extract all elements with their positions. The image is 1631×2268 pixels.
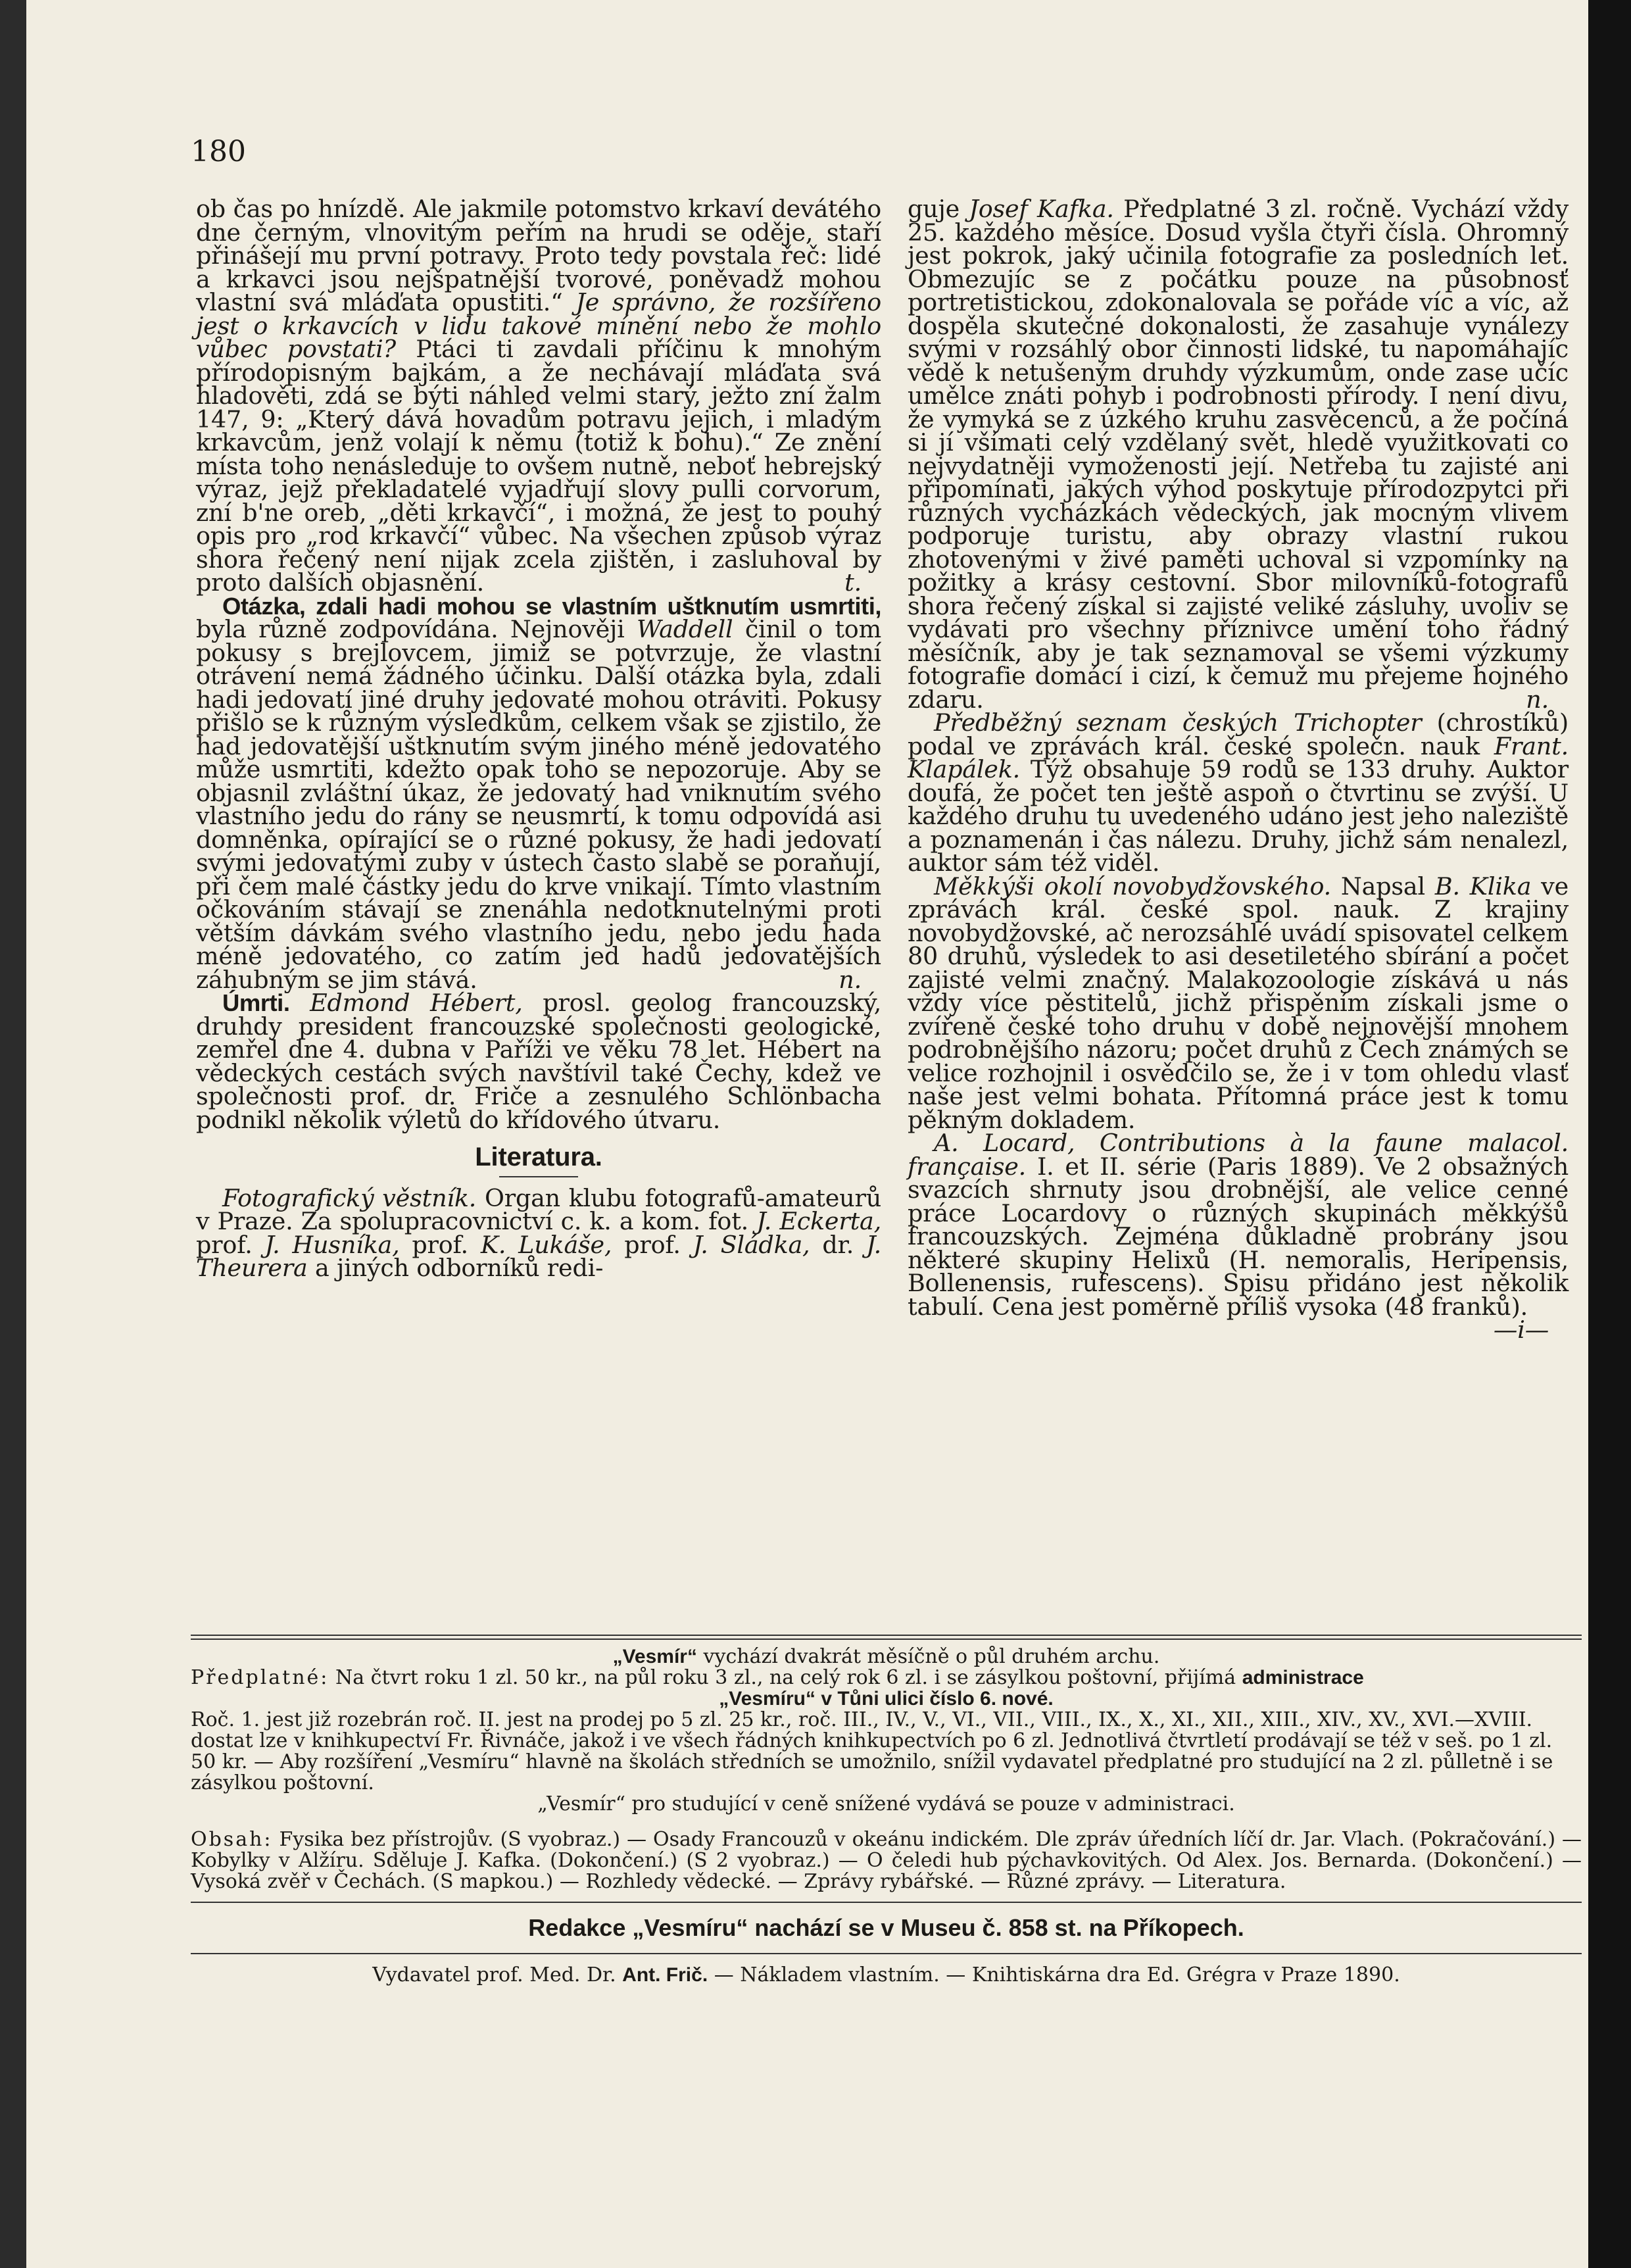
subscription: Předplatné: Na čtvrt roku 1 zl. 50 kr., na půl roku 3 zl., na celý rok 6 zl. i se zásylkou poštovní, přijímá administrace <box>191 1666 1364 1689</box>
signature: t. <box>844 568 862 597</box>
divider <box>191 1902 1582 1903</box>
signature: n. <box>1526 685 1549 714</box>
double-rule <box>191 1635 1582 1640</box>
paragraph-fotografie: guje Josef Kafka. Předplatné 3 zl. ročně. Vychází vždy 25. každého měsíce. Dosud vyšla čtyři čísla. Ohromný jest pokrok, jaký učinila fotografie za posledních let. Obmezujíc se z počátku pouze na působnosť portretistickou, zdokonalovala se pořáde víc a víc, až dospěla skutečné dokonalosti, že zasahuje vynálezy svými v rozsáhlý obor činnosti lidské, tu napomáhajíc vědě k netušeným druhdy výzkumům, onde zase učíc umělce znáti pohyb i podrobnosti přírody. I není divu, že vymyká se z úzkého kruhu zasvěcenců, a že počíná si jí všímati celý vzdělaný svět, hledě využitkovati co nejvydatněji vymoženosti její. Netřeba tu zajisté ani připomínati, jakých výhod poskytuje přírodozpytci při různých vycházkách vědeckých, jak mocným vlivem podporuje turistu, aby obrazy vlastní rukou zhotovenými v živé paměti uchoval si vzpomínky na požitky a krásy cestovní. Sbor milovníků-fotografů shora řečený získal si zajisté veliké zásluhy, uvoliv se vydávati pro všechny příznivce umění toho řádný měsíčník, aby je tak seznamoval se všemi výzkumy fotografie domácí i cizí, k čemuž mu přejeme hojného zdaru. n. <box>908 195 1569 714</box>
right-column <box>908 197 1569 1342</box>
divider <box>499 1176 578 1177</box>
publication-info <box>191 1635 1582 1986</box>
heading-umrti: Úmrti. <box>222 989 290 1016</box>
back-issues: Roč. 1. jest již rozebrán roč. II. jest na prodej po 5 zl. 25 kr., roč. III., IV., V., VI., VII., VIII., IX., X., XI., XII., XIII., XIV., XV., XVI.—XVIII. dostat lze v knihkupectví Fr. Řivnáče, jakož i ve všech řádných knihkupectvích po 6 zl. Jednotlivá čtvrtletí prodávají se též v seš. po 1 zl. 50 kr. — Aby rozšíření „Vesmíru“ hlavně na školách středních se umožnilo, snížil vydavatel předplatné pro studující na 2 zl. půlletně i se zásylkou poštovní. <box>191 1708 1553 1794</box>
editorial-address: Redakce „Vesmíru“ nachází se v Museu č. 858 st. na Příkopech. <box>528 1914 1244 1941</box>
paragraph-locard: A. Locard, Contributions à la faune malacol. française. I. et II. série (Paris 1889). Ve 2 obsažných svazcích shrnuty jsou drobnější, ale velice cenné práce Locardovy o různých skupinách měkkýšů francouzských. Zejména důkladně probrány jsou některé skupiny Helixů (H. nemoralis, Heripensis, Bollenensis, rufescens). Spisu přidáno jest několik tabulí. Cena jest poměrně příliš vysoka (48 franků). —i— <box>908 1129 1569 1344</box>
section-title-literatura: Literatura. <box>196 1146 881 1177</box>
paragraph-trichoptera: Předběžný seznam českých Trichopter (chrostíků) podal ve zprávách král. české společn. nauk Frant. Klapálek. Týž obsahuje 59 rodů se 133 druhy. Auktor doufá, že počet ten ještě aspoň o čtvrtinu se zvýší. U každého druhu tu uvedeného udáno jest jeho naleziště a poznamenán i čas nálezu. Druhy, jichž sám nenalezl, auktor sám též viděl. <box>908 708 1569 877</box>
contents: Obsah: Fysika bez přístrojův. (S vyobraz.) — Osady Francouzů v okeánu indickém. Dle zpráv úředních líčí dr. Jar. Vlach. (Pokračování.) — Kobylky v Alžíru. Sděluje J. Kafka. (Dokončení.) (S 2 vyobraz.) — O čeledi hub pýchavkovitých. Od Alex. Jos. Bernarda. (Dokončení.) — Vysoká zvěř v Čechách. (S mapkou.) — Rozhledy vědecké. — Zprávy rybářské. — Různé zprávy. — Literatura. <box>191 1828 1582 1893</box>
paragraph-umrti: Úmrti. Edmond Hébert, prosl. geolog francouzský, druhdy president francouzské společnosti geologické, zemřel dne 4. dubna v Paříži ve věku 78 let. Hébert na vědeckých cestách svých navštívil také Čechy, kdež ve společnosti prof. dr. Friče a zesnulého Schlönbacha podnikl několik výletů do křídového útvaru. <box>196 989 882 1134</box>
page-number: 180 <box>191 135 246 168</box>
paragraph-mekkysi: Měkkýši okolí novobydžovského. Napsal B. Klika ve zprávách král. české spol. nauk. Z krajiny novobydžovské, ač nerozsáhlé uvádí spisovatel celkem 80 druhů, výsledek to asi desetiletého sbírání a počet zajisté velmi značný. Malakozoologie získává u nás vždy více pěstitelů, jichž přispěním získali jsme o zvířeně české toho druhu v době nejnovější mnohem podrobnějšího názoru; počet druhů z Čech známých se velice rozhojnil i osvědčilo se, že i v tom ohledu vlasť naše jest velmi bohata. Přítomná práce jest k tomu pěkným dokladem. <box>908 872 1569 1134</box>
signature: n. <box>839 965 862 994</box>
document-page <box>26 0 1588 2268</box>
paragraph-hadi: Otázka, zdali hadi mohou se vlastním uštknutím usmrtiti, byla různě zodpovídána. Nejnověji Waddell činil o tom pokusy s brejlovcem, jimiž se potvrzuje, že vlastní otrávení nemá žádného účinku. Další otázka byla, zdali hadi jedovatí jiné druhy jedovaté mohou otráviti. Pokusy přišlo se k různým výsledkům, celkem však se zjistilo, že had jedovatější uštknutím svým jiného méně jedovatého může usmrtiti, kdežto opak toho se nepozoruje. Aby se objasnil zvláštní úkaz, že jedovatý had vniknutím svého vlastního jedu do rány se neusmrtí, k tomu odpovídá asi domněnka, opírající se o různé pokusy, že hadi jedovatí svými jedovatými zuby v ústech často slabě se poraňují, při čem malé částky jedu do krve vnikají. Tímto vlastním očkováním stávají se znenáhla nedotknutelnými proti větším dávkám svého vlastního jedu, nebo jedu hada méně jedovatého, co zatím jed hadů jedovatějších záhubným se jim stává. n. <box>196 592 881 994</box>
scan-edge <box>1588 0 1631 2268</box>
paragraph-fotograficky-vestnik: Fotografický věstník. Organ klubu fotografů-amateurů v Praze. Za spolupracovnictví c. k. a kom. fot. J. Eckerta, prof. J. Husníka, prof. K. Lukáše, prof. J. Sládka, dr. J. Theurera a jiných odborníků redi- <box>196 1183 882 1282</box>
signature: —i— <box>1493 1316 1549 1344</box>
frequency-line: „Vesmír“ vychází dvakrát měsíčně o půl druhém archu. <box>612 1645 1160 1668</box>
publisher-line: Vydavatel prof. Med. Dr. Ant. Frič. — Nákladem vlastním. — Knihtiskárna dra Ed. Grégra v Praze 1890. <box>372 1963 1400 1986</box>
divider <box>191 1953 1582 1954</box>
paragraph-krkavci: ob čas po hnízdě. Ale jakmile potomstvo krkaví devátého dne černým, vlnovitým peřím na hrudi se oděje, staří přinášejí mu první potravy. Proto tedy povstala řeč: lidé a krkavci jsou nejšpatnější tvorové, poněvadž mohou vlastní svá mláďata opustiti.“ Je správno, že rozšířeno jest o krkavcích v lidu takové mínění nebo že mohlo vůbec povstati? Ptáci ti zavdali příčinu k mnohým přírodopisným bajkám, a že nechávají mláďata svá hladověti, zdá se býti náhled velmi starý, ježto zní žalm 147, 9: „Který dává hovadům potravu jejich, i mladým krkavcům, jenž volají k němu (totiž k bohu).“ Ze znění místa toho nenásleduje to ovšem nutně, neboť hebrejský výraz, jejž překladatelé vyjadřují slovy pulli corvorum, zní b'ne oreb, „děti krkavčí“, i možná, že jest to pouhý opis pro „rod krkavčí“ vůbec. Na všechen způsob výraz shora řečený není nijak zcela zjištěn, i zasluhoval by proto dalších objasnění. t. <box>196 195 882 597</box>
left-column <box>196 197 881 1280</box>
administration-address: „Vesmíru“ v Tůni ulici číslo 6. nové. <box>719 1688 1054 1710</box>
heading-otazka: Otázka, zdali hadi mohou se vlastním uštknutím usmrtiti, <box>222 592 881 620</box>
student-note: „Vesmír“ pro studující v ceně snížené vydává se pouze v administraci. <box>537 1792 1235 1815</box>
